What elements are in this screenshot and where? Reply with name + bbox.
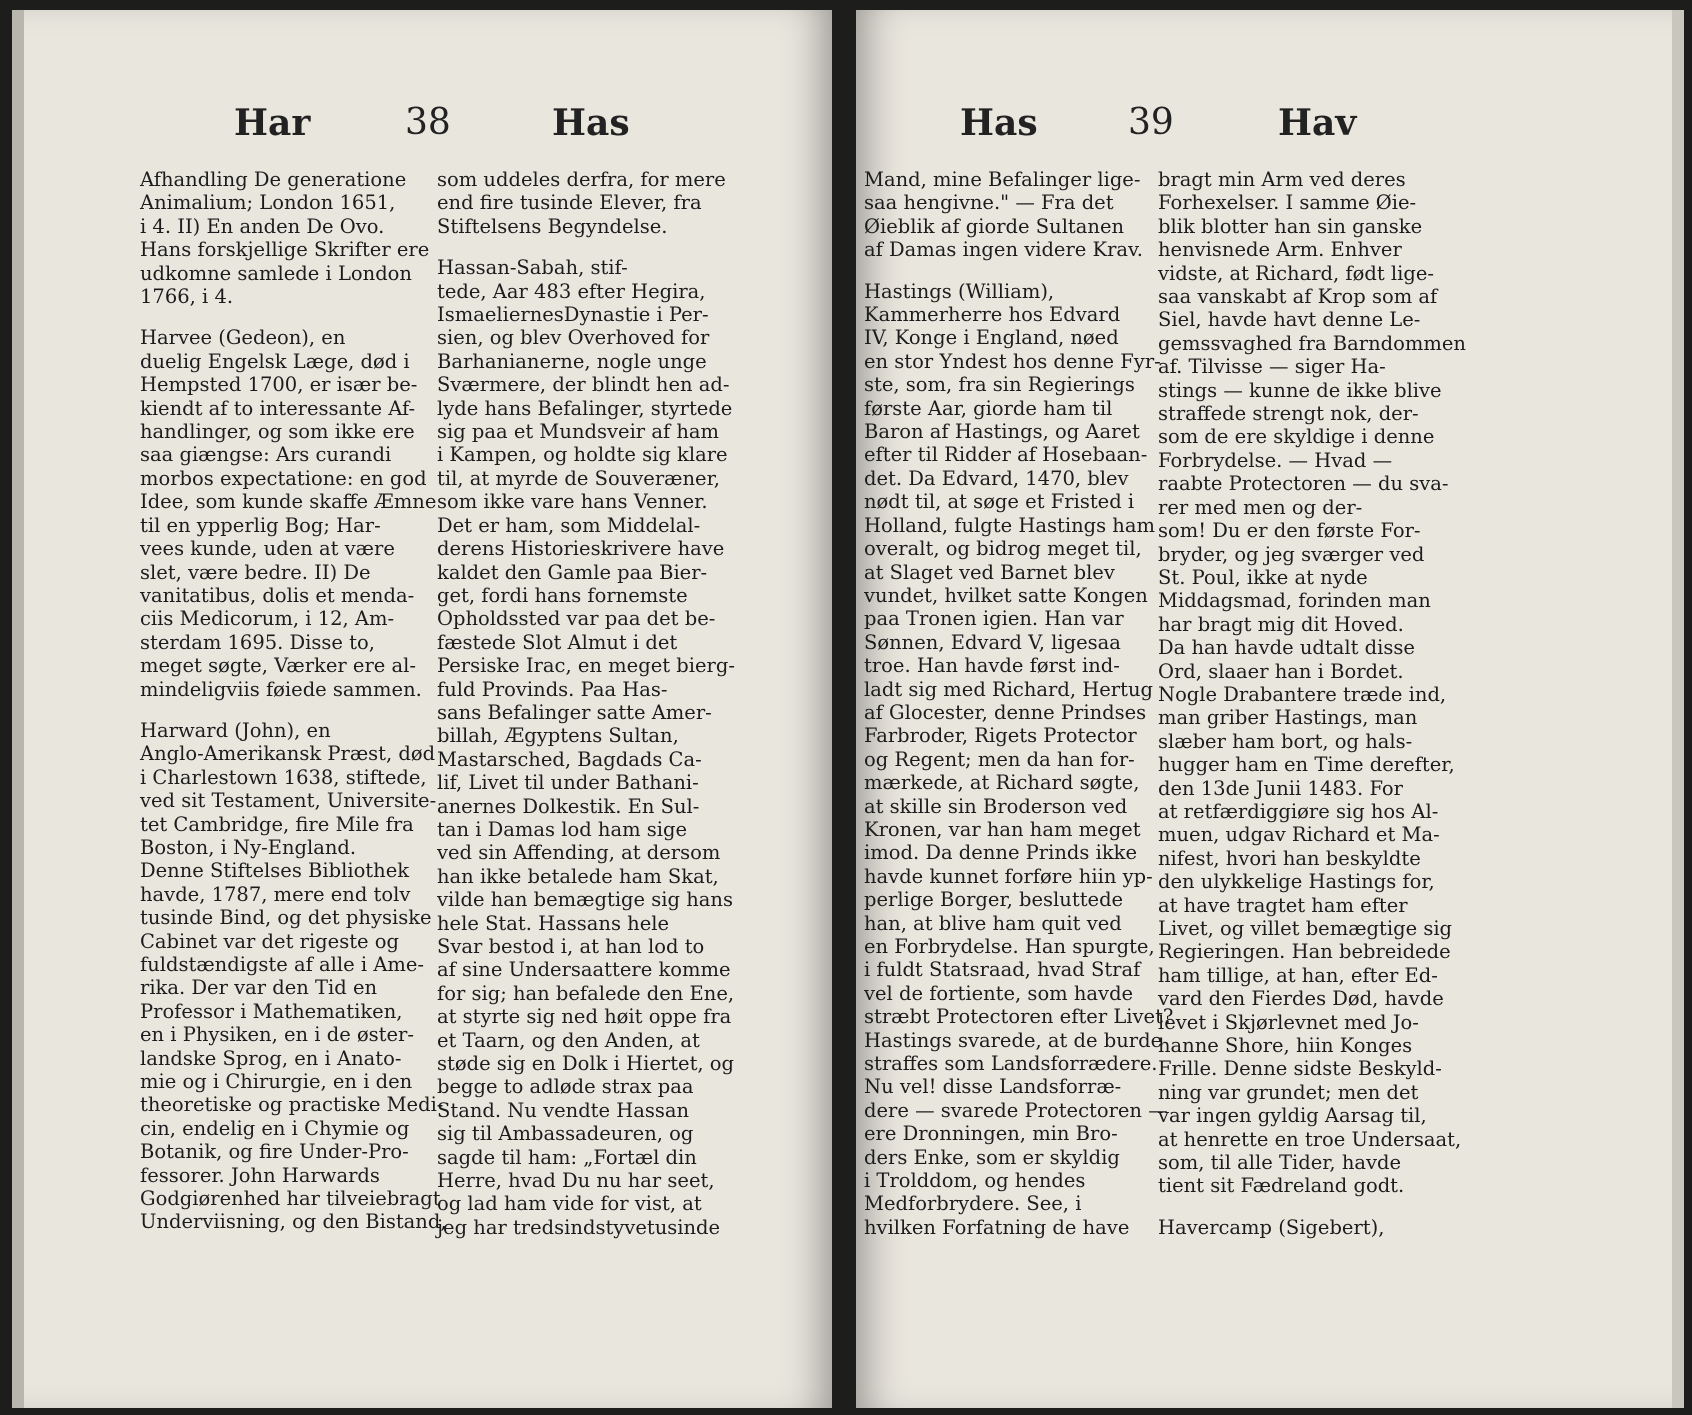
text-line: tusinde Bind, og det physiske: [140, 906, 432, 930]
text-line: vundet, hvilket satte Kongen: [864, 583, 1148, 607]
text-line: [437, 238, 727, 256]
text-line: sig til Ambassadeuren, og: [437, 1122, 694, 1146]
text-line: i Kampen, og holdte sig klare: [437, 443, 728, 467]
text-line: af Glocester, denne Prindses: [864, 700, 1147, 724]
text-line: vard den Fierdes Død, havde: [1158, 987, 1444, 1011]
text-line: landske Sprog, en i Anato-: [140, 1046, 402, 1070]
text-line: levet i Skjørlevnet med Jo-: [1158, 1010, 1419, 1034]
text-line: udkomne samlede i London: [140, 261, 412, 285]
text-line: bragt min Arm ved deres: [1158, 168, 1406, 191]
text-line: det. Da Edvard, 1470, blev: [864, 466, 1129, 490]
text-line: Professor i Mathematiken,: [140, 999, 403, 1023]
text-line: kaldet den Gamle paa Bier-: [437, 560, 708, 584]
text-line: dere — svarede Protectoren —: [864, 1098, 1168, 1122]
text-line: sien, og blev Overhoved for: [437, 326, 710, 350]
text-line: hele Stat. Hassans hele: [437, 911, 670, 935]
text-line: Animalium; London 1651,: [140, 191, 396, 215]
text-line: var ingen gyldig Aarsag til,: [1158, 1104, 1427, 1128]
text-line: fessorer. John Harwards: [140, 1163, 380, 1187]
text-line: Medforbrydere. See, i: [864, 1192, 1082, 1216]
text-line: Hempsted 1700, er især be-: [140, 373, 418, 397]
text-line: stings — kunne de ikke blive: [1158, 378, 1442, 402]
text-line: mindeligviis føiede sammen.: [140, 677, 422, 701]
text-line: kiendt af to interessante Af-: [140, 396, 416, 420]
text-line: [140, 701, 426, 719]
left-page-column-1: [140, 168, 447, 1234]
left-page: [12, 10, 832, 1408]
text-line: blik blotter han sin ganske: [1158, 214, 1423, 238]
text-line: at styrte sig ned høit oppe fra: [437, 1005, 732, 1029]
text-line: bryder, og jeg sværger ved: [1158, 542, 1425, 566]
text-line: ladt sig med Richard, Hertug: [864, 677, 1153, 701]
text-line: til en ypperlig Bog; Har-: [140, 513, 381, 537]
text-line: anernes Dolkestik. En Sul-: [437, 794, 700, 818]
text-line: end fire tusinde Elever, fra: [437, 191, 702, 215]
text-line: [140, 308, 426, 326]
right-headword-last: Hav: [1278, 102, 1357, 144]
text-line: Persiske Irac, en meget bierg-: [437, 654, 735, 678]
text-line: ere Dronningen, min Bro-: [864, 1122, 1118, 1146]
text-line: cin, endelig en i Chymie og: [140, 1116, 410, 1140]
text-line: get, fordi hans fornemste: [437, 583, 688, 607]
text-line: rika. Der var den Tid en: [140, 976, 378, 1000]
text-line: saa hengivne." — Fra det: [864, 191, 1114, 215]
text-line: har bragt mig dit Hoved.: [1158, 612, 1404, 636]
text-line: at skille sin Broderson ved: [864, 794, 1128, 818]
text-line: begge to adløde strax paa: [437, 1075, 694, 1099]
text-line: saa giængse: Ars curandi: [140, 443, 392, 467]
text-line: at have tragtet ham efter: [1158, 893, 1408, 917]
text-line: troe. Han havde først ind-: [864, 654, 1120, 678]
text-line: nifest, hvori han beskyldte: [1158, 846, 1421, 870]
text-line: havde, 1787, mere end tolv: [140, 882, 411, 906]
text-line: nødt til, at søge et Fristed i: [864, 490, 1135, 514]
text-line: handlinger, og som ikke ere: [140, 420, 415, 444]
text-line: som ikke vare hans Venner.: [437, 490, 708, 514]
text-line: slæber ham bort, og hals-: [1158, 729, 1413, 753]
text-line: billah, Ægyptens Sultan,: [437, 724, 679, 748]
text-line: Livet, og villet bemægtige sig: [1158, 917, 1453, 940]
right-page-edge: [1672, 10, 1684, 1408]
left-page-column-2: [437, 168, 735, 1239]
text-line: en Forbrydelse. Han spurgte,: [864, 935, 1155, 958]
text-line: af sine Undersaattere komme: [437, 958, 731, 982]
text-line: Stiftelsens Begyndelse.: [437, 214, 668, 238]
text-line: Mastarsched, Bagdads Ca-: [437, 747, 702, 771]
text-line: man griber Hastings, man: [1158, 706, 1418, 730]
text-line: hugger ham en Time derefter,: [1158, 753, 1455, 777]
text-line: Mand, mine Befalinger lige-: [864, 168, 1141, 191]
text-line: fuld Provinds. Paa Has-: [437, 677, 668, 701]
text-line: stræbt Protectoren efter Livet?: [864, 1005, 1174, 1029]
text-line: sterdam 1695. Disse to,: [140, 630, 375, 654]
text-line: derens Historieskrivere have: [437, 537, 725, 561]
text-line: Hassan-Sabah, stif-: [437, 256, 628, 280]
text-line: Denne Stiftelses Bibliothek: [140, 859, 410, 883]
right-page-number: 39: [1128, 102, 1174, 143]
text-line: og lad ham vide for vist, at: [437, 1192, 702, 1216]
text-line: Cabinet var det rigeste og: [140, 929, 400, 953]
text-line: Hastings svarede, at de burde: [864, 1028, 1163, 1052]
text-line: ved sin Affending, at dersom: [437, 841, 721, 865]
text-line: Holland, fulgte Hastings ham: [864, 513, 1155, 537]
text-line: ciis Medicorum, i 12, Am-: [140, 607, 395, 631]
text-line: Baron af Hastings, og Aaret: [864, 420, 1140, 444]
text-line: morbos expectatione: en god: [140, 466, 427, 490]
text-line: vees kunde, uden at være: [140, 537, 395, 561]
text-line: som de ere skyldige i denne: [1158, 425, 1435, 449]
left-headword-first: Har: [234, 102, 311, 144]
text-line: meget søgte, Værker ere al-: [140, 654, 416, 678]
text-line: som! Du er den første For-: [1158, 519, 1421, 543]
text-line: hvilken Forfatning de have: [864, 1215, 1130, 1239]
text-line: Barhanianerne, nogle unge: [437, 349, 707, 373]
right-page-column-1: [864, 168, 1174, 1239]
text-line: vel de fortiente, som havde: [864, 981, 1134, 1005]
text-line: Anglo-Amerikansk Præst, død: [140, 742, 436, 766]
text-line: han, at blive ham quit ved: [864, 911, 1122, 935]
text-line: Farbroder, Rigets Protector: [864, 724, 1137, 748]
text-line: henvisnede Arm. Enhver: [1158, 238, 1402, 262]
text-line: Idee, som kunde skaffe Æmne: [140, 490, 437, 514]
text-line: i 4. II) En anden De Ovo.: [140, 214, 385, 238]
text-line: for sig; han befalede den Ene,: [437, 981, 735, 1005]
text-line: af. Tilvisse — siger Ha-: [1158, 355, 1386, 379]
text-line: Forbrydelse. — Hvad —: [1158, 448, 1393, 472]
text-line: Kammerherre hos Edvard: [864, 303, 1121, 327]
text-line: den ulykkelige Hastings for,: [1158, 870, 1435, 894]
text-line: Ord, slaaer han i Bordet.: [1158, 659, 1404, 683]
text-line: efter til Ridder af Hosebaan-: [864, 443, 1148, 467]
text-line: Underviisning, og den Bistand,: [140, 1210, 447, 1234]
text-line: sig paa et Mundsveir af ham: [437, 420, 720, 444]
text-line: støde sig en Dolk i Hiertet, og: [437, 1052, 735, 1076]
text-line: Godgiørenhed har tilveiebragt: [140, 1187, 441, 1211]
text-line: vanitatibus, dolis et menda-: [140, 583, 415, 607]
text-line: ders Enke, som er skyldig: [864, 1145, 1120, 1169]
right-page: [856, 10, 1684, 1408]
text-line: rer med men og der-: [1158, 495, 1363, 519]
text-line: Regieringen. Han bebreidede: [1158, 940, 1451, 964]
text-line: Da han havde udtalt disse: [1158, 636, 1415, 660]
text-line: IV, Konge i England, nøed: [864, 326, 1119, 350]
text-line: som uddeles derfra, for mere: [437, 168, 726, 191]
text-line: første Aar, giorde ham til: [864, 396, 1113, 420]
text-line: Hans forskjellige Skrifter ere: [140, 238, 430, 262]
text-line: Stand. Nu vendte Hassan: [437, 1098, 690, 1122]
text-line: Harvee (Gedeon), en: [140, 326, 346, 350]
text-line: Kronen, var han ham meget: [864, 817, 1141, 841]
text-line: raabte Protectoren — du sva-: [1158, 472, 1449, 496]
text-line: tede, Aar 483 efter Hegira,: [437, 279, 706, 303]
text-line: af Damas ingen videre Krav.: [864, 238, 1143, 262]
text-line: straffes som Landsforrædere.: [864, 1052, 1158, 1076]
text-line: i Charlestown 1638, stiftede,: [140, 765, 427, 789]
text-line: 1766, i 4.: [140, 285, 234, 309]
text-line: Sønnen, Edvard V, ligesaa: [864, 630, 1121, 654]
text-line: til, at myrde de Souveræner,: [437, 466, 720, 490]
text-line: sans Befalinger satte Amer-: [437, 700, 712, 724]
text-line: Middagsmad, forinden man: [1158, 589, 1431, 613]
text-line: lyde hans Befalinger, styrtede: [437, 396, 733, 420]
text-line: ning var grundet; men det: [1158, 1080, 1419, 1104]
text-line: lif, Livet til under Bathani-: [437, 771, 699, 795]
text-line: Harward (John), en: [140, 718, 331, 742]
text-line: Havercamp (Sigebert),: [1158, 1215, 1385, 1239]
text-line: at henrette en troe Undersaat,: [1158, 1127, 1462, 1151]
text-line: [1158, 1198, 1434, 1216]
text-line: muen, udgav Richard et Ma-: [1158, 823, 1440, 847]
text-line: Svar bestod i, at han lod to: [437, 935, 705, 958]
text-line: perlige Borger, besluttede: [864, 888, 1124, 912]
text-line: i Trolddom, og hendes: [864, 1169, 1086, 1193]
text-line: Nu vel! disse Landsforræ-: [864, 1075, 1122, 1099]
text-line: i fuldt Statsraad, hvad Straf: [864, 958, 1141, 982]
text-line: ved sit Testament, Universite-: [140, 789, 437, 813]
left-headword-last: Has: [552, 102, 630, 144]
left-page-edge: [12, 10, 24, 1408]
text-line: han ikke betalede ham Skat,: [437, 864, 719, 888]
text-line: tan i Damas lod ham sige: [437, 817, 688, 841]
text-line: hanne Shore, hiin Konges: [1158, 1034, 1413, 1058]
text-line: Forhexelser. I samme Øie-: [1158, 191, 1417, 215]
text-line: Boston, i Ny-England.: [140, 835, 357, 859]
text-line: paa Tronen igien. Han var: [864, 607, 1124, 631]
left-page-header: [12, 102, 832, 152]
text-line: tet Cambridge, fire Mile fra: [140, 812, 414, 836]
text-line: en stor Yndest hos denne Fyr-: [864, 349, 1161, 373]
text-line: Opholdssted var paa det be-: [437, 607, 716, 631]
text-line: Øieblik af giorde Sultanen: [864, 214, 1125, 238]
right-page-header: [856, 102, 1684, 152]
text-line: theoretiske og practiske Medi-: [140, 1093, 444, 1117]
text-line: vilde han bemægtige sig hans: [437, 888, 733, 912]
text-line: mærkede, at Richard søgte,: [864, 771, 1140, 795]
text-line: Frille. Denne sidste Beskyld-: [1158, 1057, 1442, 1081]
text-line: tient sit Fædreland godt.: [1158, 1174, 1405, 1198]
text-line: som, til alle Tider, havde: [1158, 1151, 1402, 1175]
text-line: en i Physiken, en i de øster-: [140, 1023, 414, 1047]
text-line: Afhandling De generatione: [140, 168, 407, 191]
text-line: Hastings (William),: [864, 279, 1055, 303]
text-line: den 13de Junii 1483. For: [1158, 776, 1403, 800]
text-line: duelig Engelsk Læge, død i: [140, 349, 410, 373]
text-line: Nogle Drabantere træde ind,: [1158, 682, 1447, 706]
text-line: jeg har tredsindstyvetusinde: [437, 1215, 721, 1239]
text-line: straffede strengt nok, der-: [1158, 402, 1419, 426]
right-page-column-2: [1158, 168, 1466, 1239]
text-line: St. Poul, ikke at nyde: [1158, 565, 1368, 589]
right-headword-first: Has: [960, 102, 1038, 144]
text-line: slet, være bedre. II) De: [140, 560, 371, 584]
text-line: mie og i Chirurgie, en i den: [140, 1070, 413, 1094]
text-line: Botanik, og fire Under-Pro-: [140, 1140, 409, 1164]
text-line: Sværmere, der blindt hen ad-: [437, 373, 730, 397]
text-line: [864, 262, 1140, 280]
text-line: Siel, havde havt denne Le-: [1158, 308, 1421, 332]
text-line: Herre, hvad Du nu har seet,: [437, 1169, 715, 1193]
text-line: havde kunnet forføre hiin yp-: [864, 864, 1153, 888]
left-page-number: 38: [405, 102, 451, 143]
text-line: et Taarn, og den Anden, at: [437, 1028, 700, 1052]
text-line: Det er ham, som Middelal-: [437, 513, 701, 537]
text-line: fæstede Slot Almut i det: [437, 630, 678, 654]
text-line: at Slaget ved Barnet blev: [864, 560, 1115, 584]
text-line: at retfærdiggiøre sig hos Al-: [1158, 799, 1439, 823]
text-line: gemssvaghed fra Barndommen: [1158, 331, 1466, 355]
text-line: sagde til ham: „Fortæl din: [437, 1145, 697, 1169]
text-line: ham tillige, at han, efter Ed-: [1158, 963, 1438, 987]
text-line: saa vanskabt af Krop som af: [1158, 285, 1438, 309]
text-line: IsmaeliernesDynastie i Per-: [437, 303, 709, 327]
text-line: overalt, og bidrog meget til,: [864, 537, 1142, 561]
text-line: vidste, at Richard, født lige-: [1158, 261, 1434, 285]
text-line: ste, som, fra sin Regierings: [864, 373, 1135, 397]
text-line: fuldstændigste af alle i Ame-: [140, 953, 425, 976]
text-line: imod. Da denne Prinds ikke: [864, 841, 1138, 865]
text-line: og Regent; men da han for-: [864, 747, 1135, 771]
